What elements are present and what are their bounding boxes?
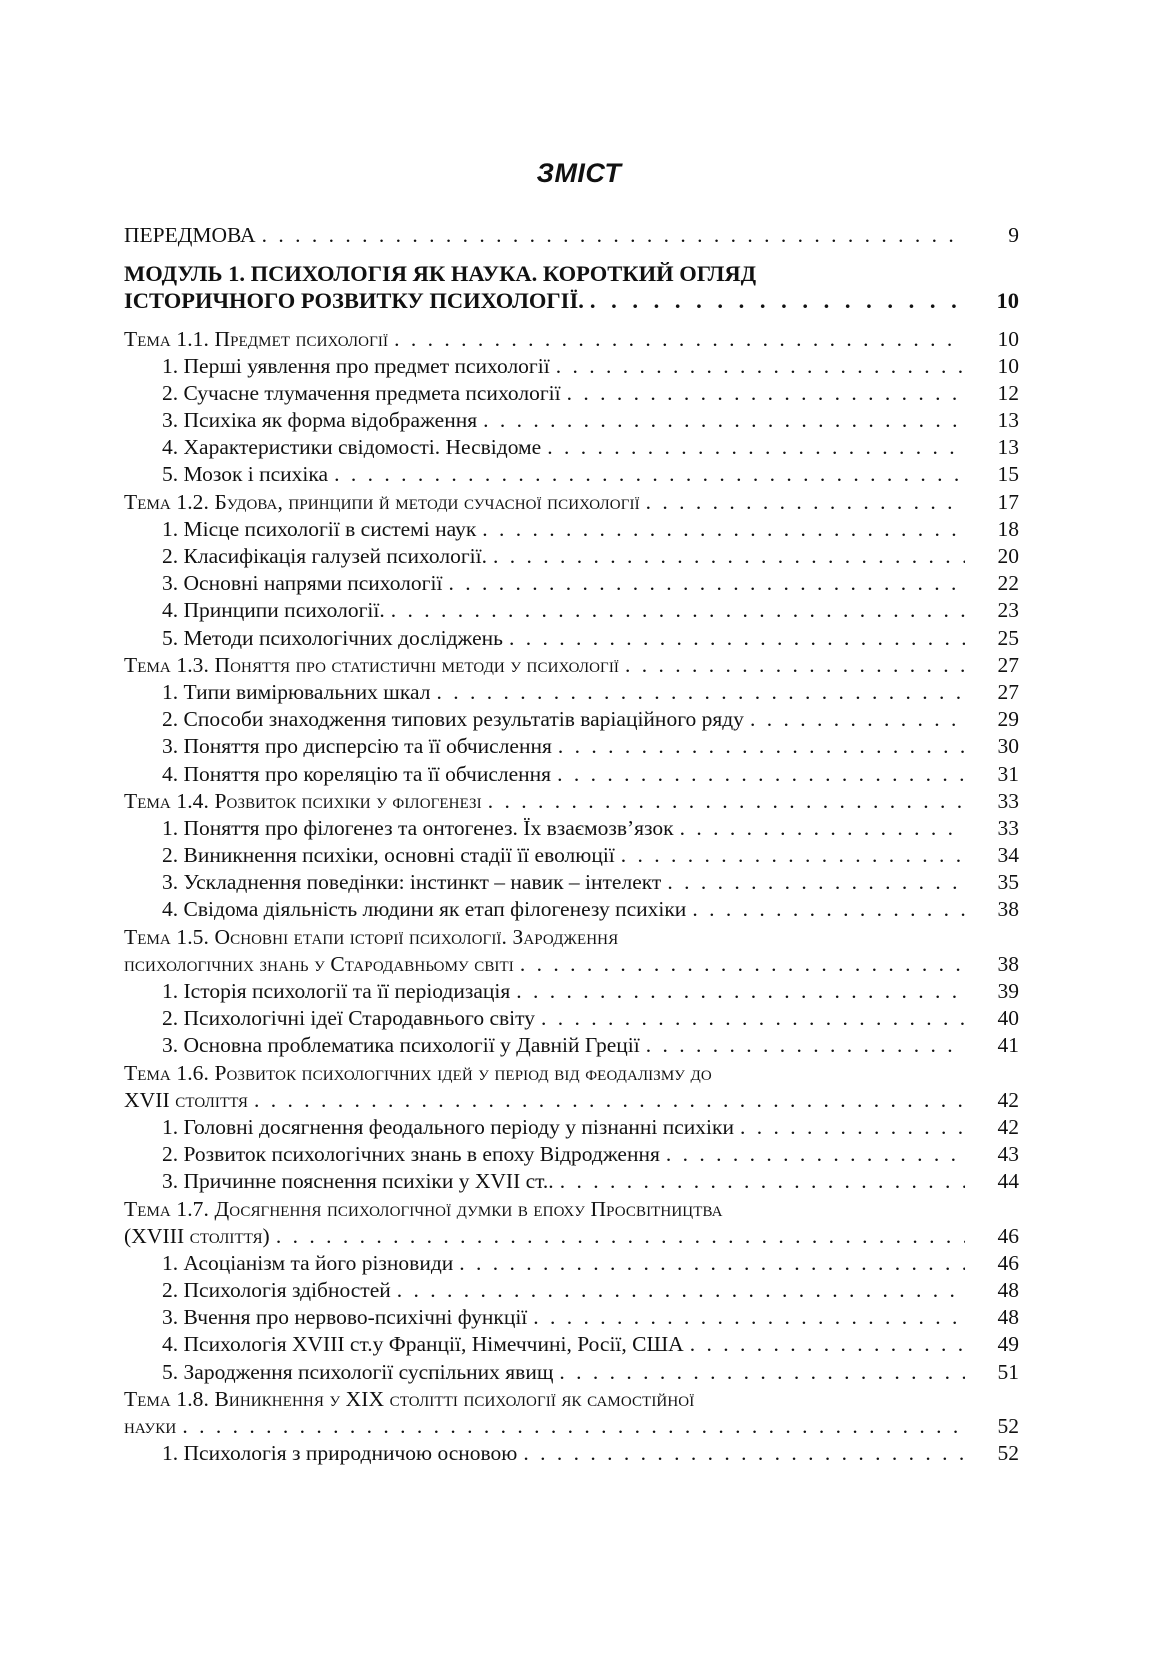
toc-entry-label: 2. Сучасне тлумачення предмета психології [124, 380, 565, 407]
toc-entry-label: 4. Принципи психології. [124, 597, 389, 624]
dot-leader [623, 652, 965, 679]
toc-entry-label: психологічних знань у Стародавньому світі [124, 951, 518, 978]
toc-subitem[interactable] [124, 1250, 1019, 1277]
toc-entry-page: 33 [997, 815, 1019, 840]
toc-subitem[interactable] [124, 679, 1019, 706]
dot-leader [531, 1304, 965, 1331]
dot-leader [554, 353, 965, 380]
toc-entry-page: 10 [997, 326, 1019, 351]
toc-topic-1[interactable] [124, 326, 1019, 353]
dot-leader [395, 1277, 965, 1304]
dot-leader [556, 733, 965, 760]
dot-leader [486, 788, 965, 815]
toc-entry-page: 10 [997, 353, 1019, 378]
toc-subitem[interactable] [124, 1114, 1019, 1141]
toc-entry-page: 22 [997, 571, 1019, 596]
toc-subitem[interactable] [124, 1141, 1019, 1168]
toc-subitem[interactable] [124, 1277, 1019, 1304]
toc-entry-label: 3. Психіка як форма відображення [124, 407, 481, 434]
toc-entry-label: 5. Методи психологічних досліджень [124, 625, 507, 652]
toc-entry-label: 1. Типи вимірювальних шкал [124, 679, 434, 706]
toc-entry-label: 2. Класифікація галузей психології. [124, 543, 491, 570]
toc-entry-page: 48 [997, 1305, 1019, 1330]
toc-entry-label: Тема 1.4. Розвиток психіки у філогенезі [124, 788, 486, 815]
dot-leader [539, 1005, 965, 1032]
toc-entry-label: 3. Ускладнення поведінки: інстинкт – навик – інтелект [124, 869, 665, 896]
toc-subitem[interactable] [124, 570, 1019, 597]
toc-module-label: МОДУЛЬ 1. ПСИХОЛОГІЯ ЯК НАУКА. КОРОТКИЙ ОГЛЯД [124, 260, 760, 287]
dot-leader [688, 1332, 965, 1359]
toc-subitem[interactable] [124, 380, 1019, 407]
toc-entry-label: 1. Перші уявлення про предмет психології [124, 353, 554, 380]
toc-entry-label: ПЕРЕДМОВА [124, 222, 260, 249]
toc-subitem[interactable] [124, 543, 1019, 570]
toc-entry-page: 38 [997, 951, 1019, 976]
dot-leader [622, 924, 965, 951]
toc-entry-page: 38 [997, 897, 1019, 922]
toc-subitem[interactable] [124, 761, 1019, 788]
toc-entry-page: 33 [997, 788, 1019, 813]
toc-entry-page: 48 [997, 1278, 1019, 1303]
dot-leader [180, 1413, 965, 1440]
dot-leader [557, 1359, 965, 1386]
dot-leader [480, 516, 965, 543]
dot-leader [664, 1141, 965, 1168]
toc-topic-3[interactable] [124, 652, 1019, 679]
dot-leader [760, 260, 965, 287]
toc-entry-label: 3. Основні напрями психології [124, 570, 446, 597]
toc-entry-label: Тема 1.6. Розвиток психологічних ідей у період від феодалізму до [124, 1060, 716, 1087]
toc-topic-7[interactable] [124, 1196, 1019, 1223]
toc-entry-page: 27 [997, 679, 1019, 704]
toc-topic-2[interactable] [124, 489, 1019, 516]
toc-entry-page: 46 [997, 1223, 1019, 1248]
table-of-contents [124, 222, 1019, 1467]
toc-entry-page: 46 [997, 1250, 1019, 1275]
dot-leader [457, 1250, 965, 1277]
toc-subitem[interactable] [124, 1032, 1019, 1059]
dot-leader [716, 1060, 965, 1087]
toc-entry-page: 17 [997, 489, 1019, 514]
dot-leader [434, 679, 965, 706]
dot-leader [392, 326, 965, 353]
toc-module-heading-line2[interactable] [124, 287, 1019, 314]
dot-leader [491, 543, 965, 570]
dot-leader [518, 951, 965, 978]
toc-entry-page: 29 [997, 707, 1019, 732]
dot-leader [644, 1032, 965, 1059]
toc-module-label: ІСТОРИЧНОГО РОЗВИТКУ ПСИХОЛОГІЇ. [124, 287, 588, 314]
toc-entry-label: 2. Психологічні ідеї Стародавнього світу [124, 1005, 539, 1032]
toc-entry-page: 13 [997, 408, 1019, 433]
toc-entry-label: 4. Характеристики свідомості. Несвідоме [124, 434, 545, 461]
dot-leader [558, 1168, 965, 1195]
dot-leader [619, 842, 965, 869]
dot-leader [389, 597, 965, 624]
dot-leader [748, 706, 965, 733]
toc-subitem[interactable] [124, 516, 1019, 543]
toc-entry-label: Тема 1.7. Досягнення психологічної думки в епоху Просвітництва [124, 1196, 727, 1223]
toc-subitem[interactable] [124, 1005, 1019, 1032]
toc-entry-page: 39 [997, 979, 1019, 1004]
toc-entry-page: 9 [1008, 222, 1019, 247]
toc-topic-6[interactable] [124, 1060, 1019, 1087]
toc-entry-label: 4. Психологія XVIII ст.у Франції, Німеччині, Росії, США [124, 1331, 688, 1358]
toc-entry-label: 1. Асоціанізм та його різновиди [124, 1250, 457, 1277]
toc-entry-page: 43 [997, 1142, 1019, 1167]
toc-topic-6-cont[interactable] [124, 1087, 1019, 1114]
dot-leader [555, 761, 965, 788]
toc-entry-page: 23 [997, 598, 1019, 623]
toc-subitem[interactable] [124, 706, 1019, 733]
toc-entry-page: 40 [997, 1006, 1019, 1031]
toc-entry-label: 1. Головні досягнення феодального періоду у пізнанні психіки [124, 1114, 738, 1141]
toc-entry-page: 51 [997, 1359, 1019, 1384]
dot-leader [514, 978, 965, 1005]
toc-module-heading-line1[interactable] [124, 260, 1019, 287]
toc-subitem[interactable] [124, 733, 1019, 760]
toc-entry-label: 4. Свідома діяльність людини як етап філогенезу психіки [124, 896, 690, 923]
toc-entry-page: 41 [997, 1033, 1019, 1058]
toc-entry-page: 34 [997, 843, 1019, 868]
toc-entry-label: 4. Поняття про кореляцію та її обчислення [124, 761, 555, 788]
toc-entry-page: 15 [997, 462, 1019, 487]
toc-topics [124, 326, 1019, 1468]
dot-leader [481, 407, 965, 434]
toc-topic-5[interactable] [124, 924, 1019, 951]
dot-leader [678, 815, 965, 842]
toc-entry-page: 31 [997, 761, 1019, 786]
toc-subitem[interactable] [124, 625, 1019, 652]
toc-entry-label: 3. Причинне пояснення психіки у XVII ст.. [124, 1168, 558, 1195]
toc-entry-label: Тема 1.1. Предмет психології [124, 326, 392, 353]
toc-subitem[interactable] [124, 597, 1019, 624]
toc-topic-7-cont[interactable] [124, 1223, 1019, 1250]
dot-leader [507, 625, 965, 652]
dot-leader [727, 1196, 965, 1223]
toc-entry-page: 49 [997, 1332, 1019, 1357]
toc-topic-8-cont[interactable] [124, 1413, 1019, 1440]
toc-entry-page: 44 [997, 1169, 1019, 1194]
toc-subitem[interactable] [124, 1359, 1019, 1386]
toc-entry-page: 27 [997, 652, 1019, 677]
dot-leader [446, 570, 965, 597]
toc-subitem[interactable] [124, 434, 1019, 461]
toc-entry-page: 42 [997, 1087, 1019, 1112]
dot-leader [690, 897, 965, 924]
toc-topic-5-cont[interactable] [124, 951, 1019, 978]
toc-entry-page: 25 [997, 625, 1019, 650]
toc-entry-label: XVII століття [124, 1087, 252, 1114]
page-title: ЗМІСТ [536, 158, 622, 188]
toc-entry-page: 12 [997, 380, 1019, 405]
toc-entry-label: науки [124, 1413, 180, 1440]
toc-subitem[interactable] [124, 869, 1019, 896]
toc-entry-page: 35 [997, 870, 1019, 895]
toc-subitem[interactable] [124, 1168, 1019, 1195]
toc-subitem[interactable] [124, 1440, 1019, 1467]
toc-entry-label: 1. Місце психології в системі наук [124, 516, 480, 543]
toc-topic-8[interactable] [124, 1386, 1019, 1413]
dot-leader [545, 434, 965, 461]
toc-entry-preface[interactable] [124, 222, 1019, 249]
toc-entry-label: 2. Виникнення психіки, основні стадії її еволюції [124, 842, 619, 869]
toc-entry-label: Тема 1.5. Основні етапи історії психології. Зародження [124, 924, 622, 951]
toc-entry-page: 52 [997, 1414, 1019, 1439]
toc-entry-page: 18 [997, 516, 1019, 541]
dot-leader [274, 1223, 965, 1250]
toc-subitem[interactable] [124, 1304, 1019, 1331]
toc-entry-page: 20 [997, 544, 1019, 569]
dot-leader [698, 1386, 965, 1413]
toc-subitem[interactable] [124, 842, 1019, 869]
toc-topic-4[interactable] [124, 788, 1019, 815]
toc-subitem[interactable] [124, 815, 1019, 842]
dot-leader [521, 1440, 965, 1467]
toc-entry-label: 2. Психологія здібностей [124, 1277, 395, 1304]
dot-leader [665, 869, 965, 896]
dot-leader [252, 1087, 965, 1114]
toc-entry-label: 2. Способи знаходження типових результатів варіаційного ряду [124, 706, 748, 733]
toc-entry-label: 2. Розвиток психологічних знань в епоху Відродження [124, 1141, 664, 1168]
toc-entry-label: 5. Мозок і психіка [124, 461, 332, 488]
toc-subitem[interactable] [124, 462, 1019, 489]
toc-subitem[interactable] [124, 978, 1019, 1005]
toc-subitem[interactable] [124, 1332, 1019, 1359]
toc-entry-label: 5. Зародження психології суспільних явищ [124, 1359, 557, 1386]
toc-entry-label: 1. Психологія з природничою основою [124, 1440, 521, 1467]
toc-entry-label: 1. Поняття про філогенез та онтогенез. Їх взаємозв’язок [124, 815, 678, 842]
toc-subitem[interactable] [124, 407, 1019, 434]
toc-entry-page: 52 [997, 1441, 1019, 1466]
toc-subitem[interactable] [124, 897, 1019, 924]
dot-leader [565, 380, 965, 407]
toc-entry-page: 42 [997, 1114, 1019, 1139]
dot-leader [644, 489, 965, 516]
toc-entry-label: Тема 1.8. Виникнення у XIX столітті психології як самостійної [124, 1386, 698, 1413]
toc-entry-page: 13 [997, 435, 1019, 460]
dot-leader [332, 462, 965, 489]
toc-entry-label: 3. Поняття про дисперсію та її обчислення [124, 733, 556, 760]
toc-entry-label: 3. Вчення про нервово-психічні функції [124, 1304, 531, 1331]
toc-entry-label: 1. Історія психології та її періодизація [124, 978, 514, 1005]
toc-entry-label: (XVIII століття) [124, 1223, 274, 1250]
toc-entry-page: 10 [996, 288, 1019, 314]
dot-leader [260, 222, 965, 249]
toc-subitem[interactable] [124, 353, 1019, 380]
toc-entry-label: Тема 1.2. Будова, принципи й методи сучасної психології [124, 489, 644, 516]
dot-leader [738, 1114, 965, 1141]
toc-entry-label: 3. Основна проблематика психології у Давній Греції [124, 1032, 644, 1059]
toc-entry-label: Тема 1.3. Поняття про статистичні методи у психології [124, 652, 623, 679]
toc-entry-page: 30 [997, 734, 1019, 759]
dot-leader [588, 287, 965, 314]
